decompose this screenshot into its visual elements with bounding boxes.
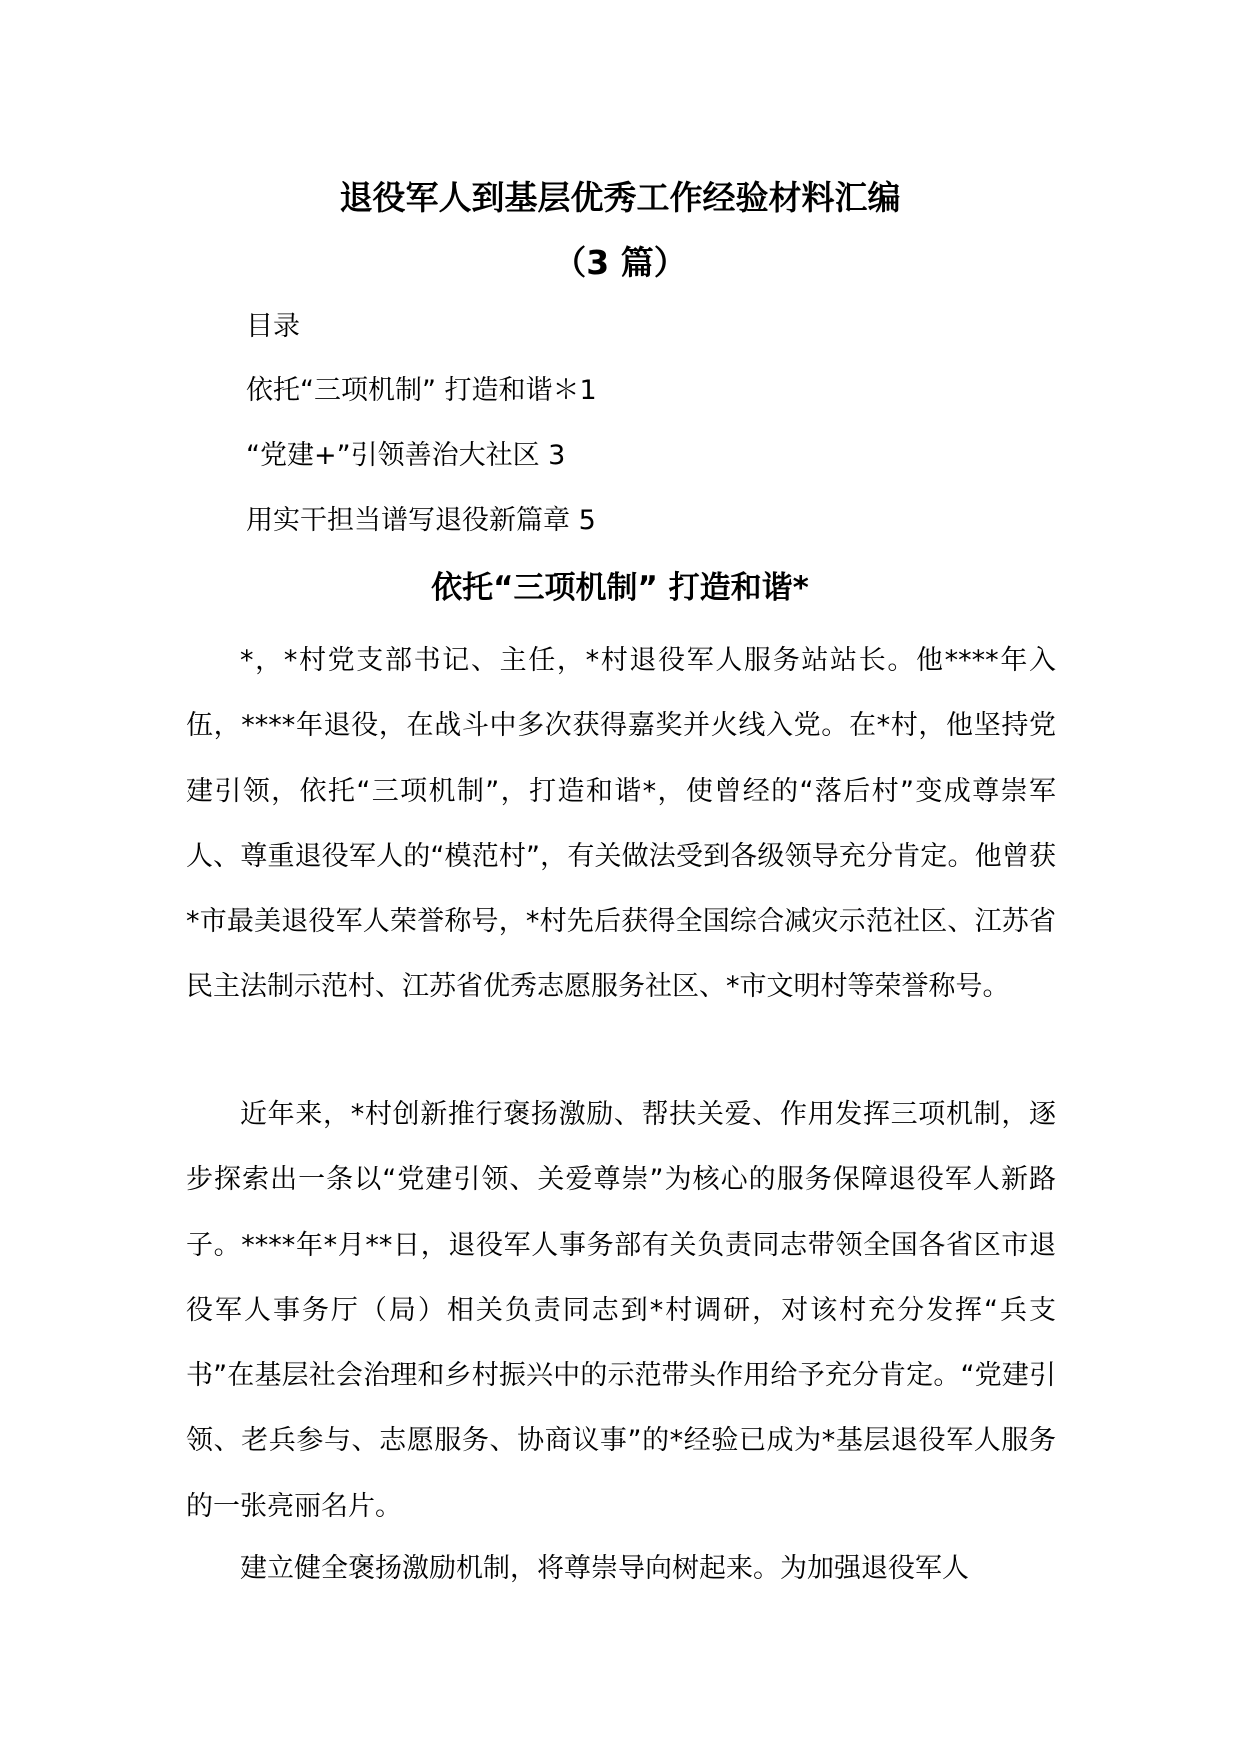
article-title: 依托“三项机制” 打造和谐* bbox=[431, 570, 809, 606]
body-paragraph: *，*村党支部书记、主任，*村退役军人服务站站长。他****年入伍，****年退役，在战斗中多次获得嘉奖并火线入党。在*村，他坚持党建引领，依托“三项机制”，打造和谐*，使曾经的“落后村”变成尊崇军人、尊重退役军人的“模范村”，有关做法受到各级领导充分肯定。他曾获*市最美退役军人荣誉称号，*村先后获得全国综合减灾示范社区、江苏省民主法制示范村、江苏省优秀志愿服务社区、*市文明村等荣誉称号。 bbox=[186, 645, 1056, 1003]
body-paragraph: 近年来，*村创新推行褒扬激励、帮扶关爱、作用发挥三项机制，逐步探索出一条以“党建引领、关爱尊崇”为核心的服务保障退役军人新路子。****年*月**日，退役军人事务部有关负责同志带领全国各省区市退役军人事务厅（局）相关负责同志到*村调研，对该村充分发挥“兵支书”在基层社会治理和乡村振兴中的示范带头作用给予充分肯定。“党建引领、老兵参与、志愿服务、协商议事”的*经验已成为*基层退役军人服务的一张亮丽名片。 bbox=[186, 1099, 1056, 1522]
toc-item: 依托“三项机制” 打造和谐＊1 bbox=[246, 375, 597, 406]
document-title: 退役军人到基层优秀工作经验材料汇编 bbox=[339, 178, 901, 217]
toc-heading: 目录 bbox=[246, 311, 300, 342]
document-subtitle: （3 篇） bbox=[553, 243, 687, 282]
toc-item: “党建+”引领善治大社区 3 bbox=[246, 440, 566, 471]
toc-item: 用实干担当谱写退役新篇章 5 bbox=[246, 505, 596, 536]
body-paragraph: 建立健全褒扬激励机制，将尊崇导向树起来。为加强退役军人 bbox=[240, 1553, 969, 1584]
